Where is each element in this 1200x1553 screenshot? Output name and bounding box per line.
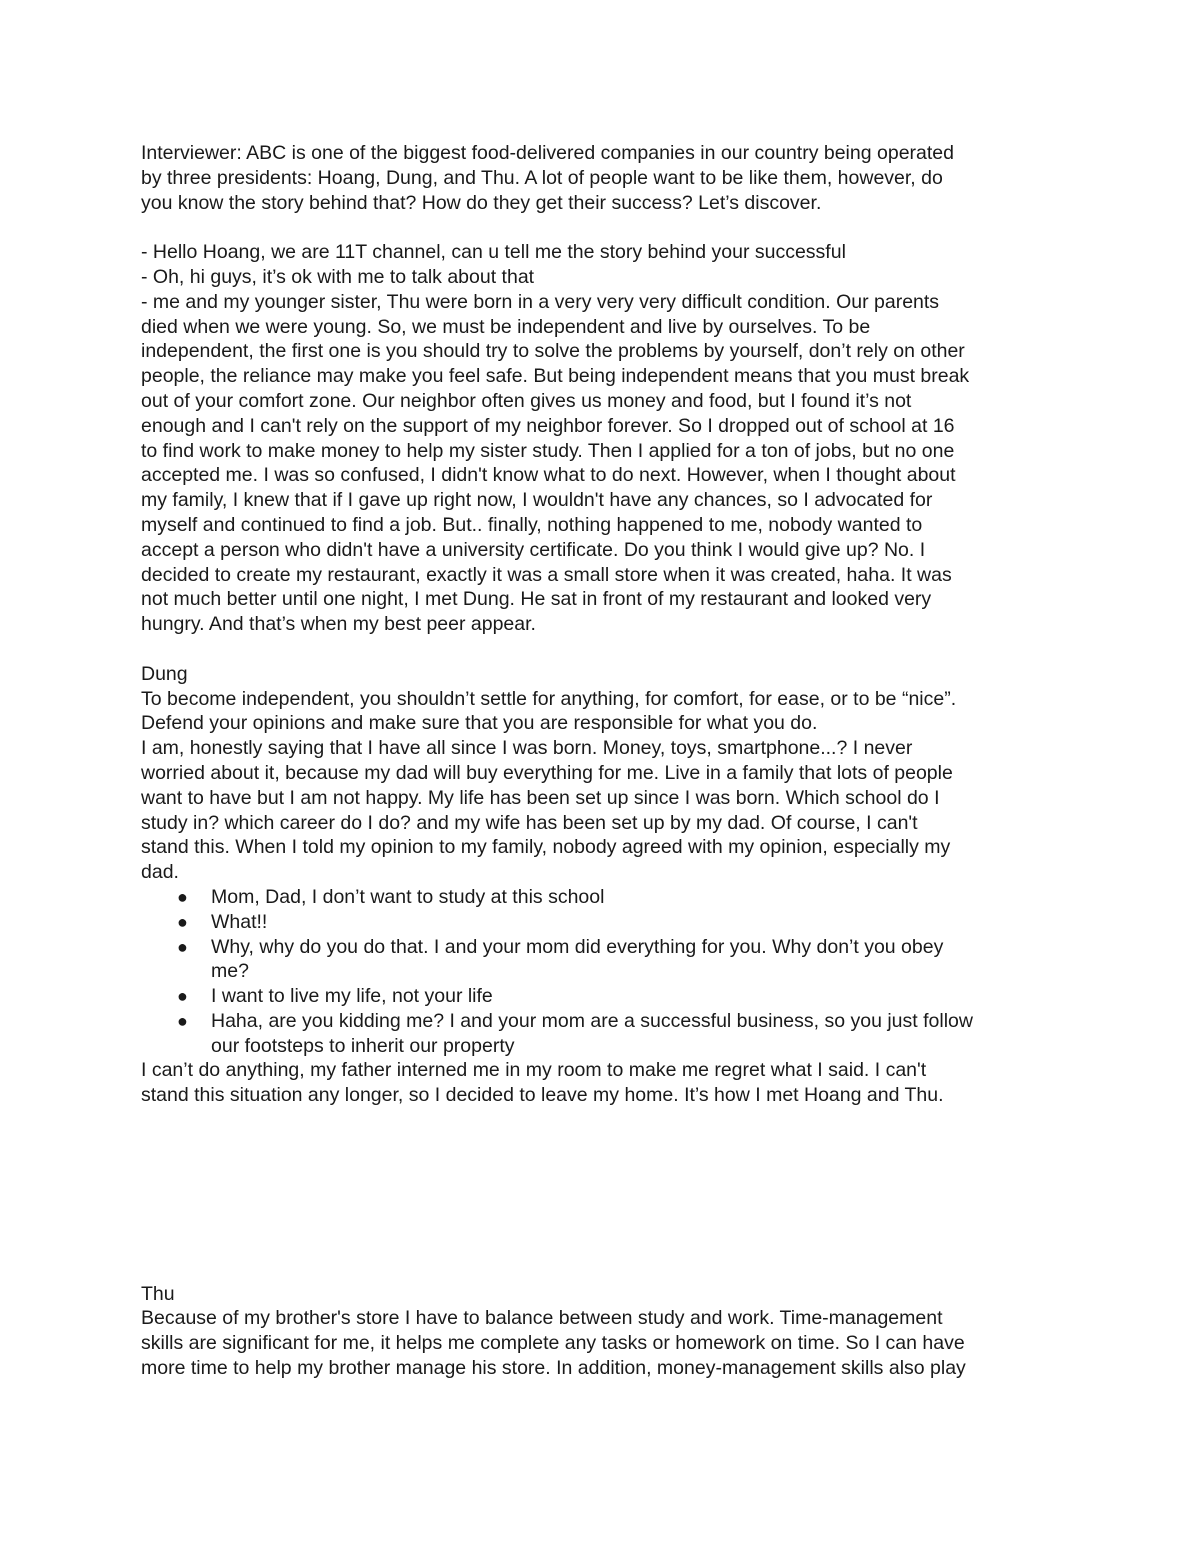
text-line: I am, honestly saying that I have all since I was born. Money, toys, smartphone...? I never: [141, 737, 913, 760]
text-line: worried about it, because my dad will buy everything for me. Live in a family that lots of people: [141, 761, 953, 784]
bullet-icon: ●: [177, 986, 188, 1007]
text-line: died when we were young. So, we must be independent and live by ourselves. To be: [141, 315, 871, 338]
section-heading: Thu: [141, 1282, 175, 1305]
text-line: more time to help my brother manage his store. In addition, money-management skills also play: [141, 1357, 966, 1380]
text-line: Haha, are you kidding me? I and your mom are a successful business, so you just follow: [211, 1009, 973, 1032]
text-line: skills are significant for me, it helps me complete any tasks or homework on time. So I can have: [141, 1332, 965, 1355]
text-line: hungry. And that’s when my best peer appear.: [141, 613, 536, 636]
text-line: To become independent, you shouldn’t settle for anything, for comfort, for ease, or to be “nice”.: [141, 687, 957, 710]
text-line: accept a person who didn't have a university certificate. Do you think I would give up? No. I: [141, 538, 926, 561]
list-item: [141, 984, 1071, 1009]
text-line: out of your comfort zone. Our neighbor often gives us money and food, but I found it’s not: [141, 389, 912, 412]
text-line: me?: [211, 960, 249, 983]
text-line: stand this situation any longer, so I decided to leave my home. It’s how I met Hoang and Thu.: [141, 1084, 944, 1107]
bullet-icon: ●: [177, 936, 188, 957]
text-line: Interviewer: ABC is one of the biggest food-delivered companies in our country being operated: [141, 142, 954, 164]
thu-section: [141, 1282, 1071, 1381]
text-line: What!!: [211, 910, 268, 933]
bullet-icon: ●: [177, 886, 188, 907]
text-line: decided to create my restaurant, exactly it was a small store when it was created, haha. It was: [141, 563, 952, 586]
list-item: [141, 885, 1071, 910]
text-line: myself and continued to find a job. But.. finally, nothing happened to me, nobody wanted to: [141, 513, 923, 536]
bullet-icon: ●: [177, 1010, 188, 1031]
text-line: I want to live my life, not your life: [211, 985, 493, 1008]
list-item: [141, 935, 1071, 985]
dialogue-list: [141, 885, 1071, 1059]
dung-section: [141, 662, 1071, 1108]
text-line: - me and my younger sister, Thu were born in a very very very difficult condition. Our parents: [141, 290, 940, 313]
list-item: [141, 1009, 1071, 1059]
text-line: I can’t do anything, my father interned me in my room to make me regret what I said. I can't: [141, 1059, 927, 1082]
text-line: - Oh, hi guys, it’s ok with me to talk about that: [141, 265, 535, 288]
text-line: my family, I knew that if I gave up right now, I wouldn't have any chances, so I advocated for: [141, 489, 933, 512]
text-line: independent, the first one is you should try to solve the problems by yourself, don’t rely on other: [141, 340, 965, 363]
blank-space: [141, 1108, 1071, 1282]
text-line: Mom, Dad, I don’t want to study at this school: [211, 885, 605, 908]
text-line: you know the story behind that? How do they get their success? Let’s discover.: [141, 191, 822, 214]
intro-paragraph: [141, 141, 1071, 215]
text-line: Why, why do you do that. I and your mom did everything for you. Why don’t you obey: [211, 935, 944, 958]
text-line: want to have but I am not happy. My life has been set up since I was born. Which school do I: [141, 786, 940, 809]
blank-line: [141, 637, 1071, 662]
text-line: enough and I can't rely on the support of my neighbor forever. So I dropped out of school at 16: [141, 414, 955, 437]
hoang-section: [141, 240, 1071, 637]
text-line: not much better until one night, I met Dung. He sat in front of my restaurant and looked very: [141, 588, 932, 611]
text-line: to find work to make money to help my sister study. Then I applied for a ton of jobs, but no one: [141, 439, 955, 462]
text-line: by three presidents: Hoang, Dung, and Thu. A lot of people want to be like them, however, do: [141, 166, 943, 189]
text-line: dad.: [141, 861, 179, 884]
section-heading: Dung: [141, 662, 188, 685]
blank-line: [141, 215, 1071, 240]
text-line: Defend your opinions and make sure that you are responsible for what you do.: [141, 712, 818, 735]
text-line: Because of my brother's store I have to balance between study and work. Time-management: [141, 1307, 943, 1330]
document-page: [141, 141, 1071, 1381]
text-line: people, the reliance may make you feel safe. But being independent means that you must break: [141, 365, 970, 388]
text-line: stand this. When I told my opinion to my family, nobody agreed with my opinion, especially my: [141, 836, 951, 859]
list-item: [141, 910, 1071, 935]
text-line: accepted me. I was so confused, I didn't know what to do next. However, when I thought about: [141, 464, 956, 487]
bullet-icon: ●: [177, 911, 188, 932]
text-line: our footsteps to inherit our property: [211, 1034, 515, 1057]
text-line: study in? which career do I do? and my wife has been set up by my dad. Of course, I can't: [141, 811, 918, 834]
text-line: - Hello Hoang, we are 11T channel, can u tell me the story behind your successful: [141, 241, 846, 264]
